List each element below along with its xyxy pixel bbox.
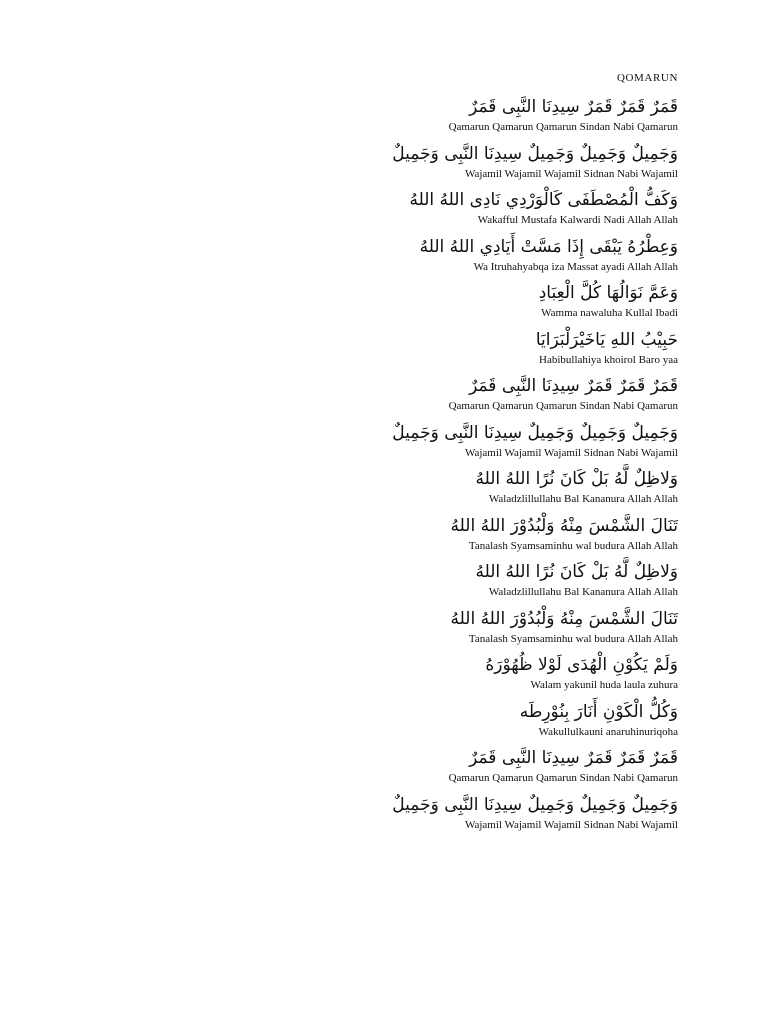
verse-arabic-text: وَجَمِيلٌ وَجَمِيلٌ وَجَمِيلٌ سِيدِنَا النَّبِى وَجَمِيلٌ: [392, 143, 678, 164]
verse-item: [358, 697, 678, 744]
verse-arabic-text: وَعَمَّ نَوَالُهَا كُلَّ الْعِبَادِ: [538, 283, 678, 303]
verse-item: [358, 185, 678, 232]
verse-item: [358, 232, 678, 279]
verse-list: [358, 92, 678, 836]
verse-item: [358, 650, 678, 697]
verse-transliteration: Tanalash Syamsaminhu wal budura Allah Allah: [468, 539, 678, 552]
verse-item: [358, 139, 678, 186]
verse-transliteration: Waladzlillullahu Bal Kananura Allah Allah: [488, 493, 678, 505]
verse-transliteration: Waladzlillullahu Bal Kananura Allah Allah: [488, 586, 678, 598]
verse-item: [358, 371, 678, 418]
verse-item: [358, 604, 678, 651]
verse-transliteration: Qamarun Qamarun Qamarun Sindan Nabi Qamarun: [448, 121, 678, 133]
verse-arabic-text: وَجَمِيلٌ وَجَمِيلٌ وَجَمِيلٌ سِيدِنَا النَّبِى وَجَمِيلٌ: [392, 422, 678, 443]
verse-arabic-text: تَنَالَ الشَّمْسَ مِنْهُ وَلْبُدُوْرَ اللهُ اللهُ: [450, 515, 678, 536]
verse-item: [358, 418, 678, 465]
verse-arabic-text: وَجَمِيلٌ وَجَمِيلٌ وَجَمِيلٌ سِيدِنَا النَّبِى وَجَمِيلٌ: [392, 794, 678, 815]
verse-arabic-text: وَلَمْ يَكُوْنِ الْهُدَى لَوْلا ظُهُوْرَهُ: [485, 655, 678, 675]
verse-item: [358, 511, 678, 558]
verse-arabic-text: تَنَالَ الشَّمْسَ مِنْهُ وَلْبُدُوْرَ اللهُ اللهُ: [450, 608, 678, 629]
verse-item: [358, 790, 678, 837]
verse-arabic-text: وَلاظِلٌ لَّهُ بَلْ كَانَ نُرًا اللهُ اللهُ: [475, 469, 678, 489]
verse-arabic-text: قَمَرٌ قَمَرٌ قَمَرٌ سِيدِنَا النَّبِى قَمَرٌ: [469, 748, 678, 768]
verse-item: [358, 743, 678, 790]
verse-transliteration: Wamma nawaluha Kullal Ibadi: [541, 307, 678, 319]
verse-arabic-text: وَلاظِلٌ لَّهُ بَلْ كَانَ نُرًا اللهُ اللهُ: [475, 562, 678, 582]
document-title: QOMARUN: [616, 72, 678, 84]
verse-item: [358, 92, 678, 139]
verse-transliteration: Wa Itruhahyabqa iza Massat ayadi Allah Allah: [473, 260, 678, 273]
verse-arabic-text: وَعِطْرُهُ يَبْقَى إِذَا مَسَّتْ أَيَادِي اللهُ اللهُ: [419, 236, 678, 257]
verse-transliteration: Walam yakunil huda laula zuhura: [530, 679, 678, 691]
verse-arabic-text: حَبِيْبُ اللهِ يَاخَيْرَلْبَرَايَا: [535, 329, 678, 350]
verse-transliteration: Wakafful Mustafa Kalwardi Nadi Allah Allah: [477, 214, 678, 226]
verse-arabic-text: وَكُلُّ الْكَوْنِ أَنَارَ بِنُوْرِطَه: [519, 701, 678, 722]
verse-transliteration: Tanalash Syamsaminhu wal budura Allah Allah: [468, 632, 678, 645]
verse-transliteration: Wajamil Wajamil Wajamil Sidnan Nabi Wajamil: [464, 446, 678, 459]
verse-arabic-text: قَمَرٌ قَمَرٌ قَمَرٌ سِيدِنَا النَّبِى قَمَرٌ: [469, 376, 678, 396]
verse-item: [358, 557, 678, 604]
verse-transliteration: Wajamil Wajamil Wajamil Sidnan Nabi Wajamil: [464, 818, 678, 831]
verse-item: [358, 325, 678, 372]
verse-transliteration: Habibullahiya khoirol Baro yaa: [539, 353, 678, 366]
verse-item: [358, 278, 678, 325]
verse-arabic-text: قَمَرٌ قَمَرٌ قَمَرٌ سِيدِنَا النَّبِى قَمَرٌ: [469, 97, 678, 117]
verse-transliteration: Qamarun Qamarun Qamarun Sindan Nabi Qamarun: [448, 400, 678, 412]
verse-transliteration: Qamarun Qamarun Qamarun Sindan Nabi Qamarun: [448, 772, 678, 784]
verse-transliteration: Wakullulkauni anaruhinuriqoha: [538, 725, 678, 738]
verse-transliteration: Wajamil Wajamil Wajamil Sidnan Nabi Wajamil: [464, 167, 678, 180]
verse-item: [358, 464, 678, 511]
verse-arabic-text: وَكَفُّ الْمُصْطَفَى كَالْوَرْدِي نَادِى اللهُ اللهُ: [409, 190, 678, 210]
